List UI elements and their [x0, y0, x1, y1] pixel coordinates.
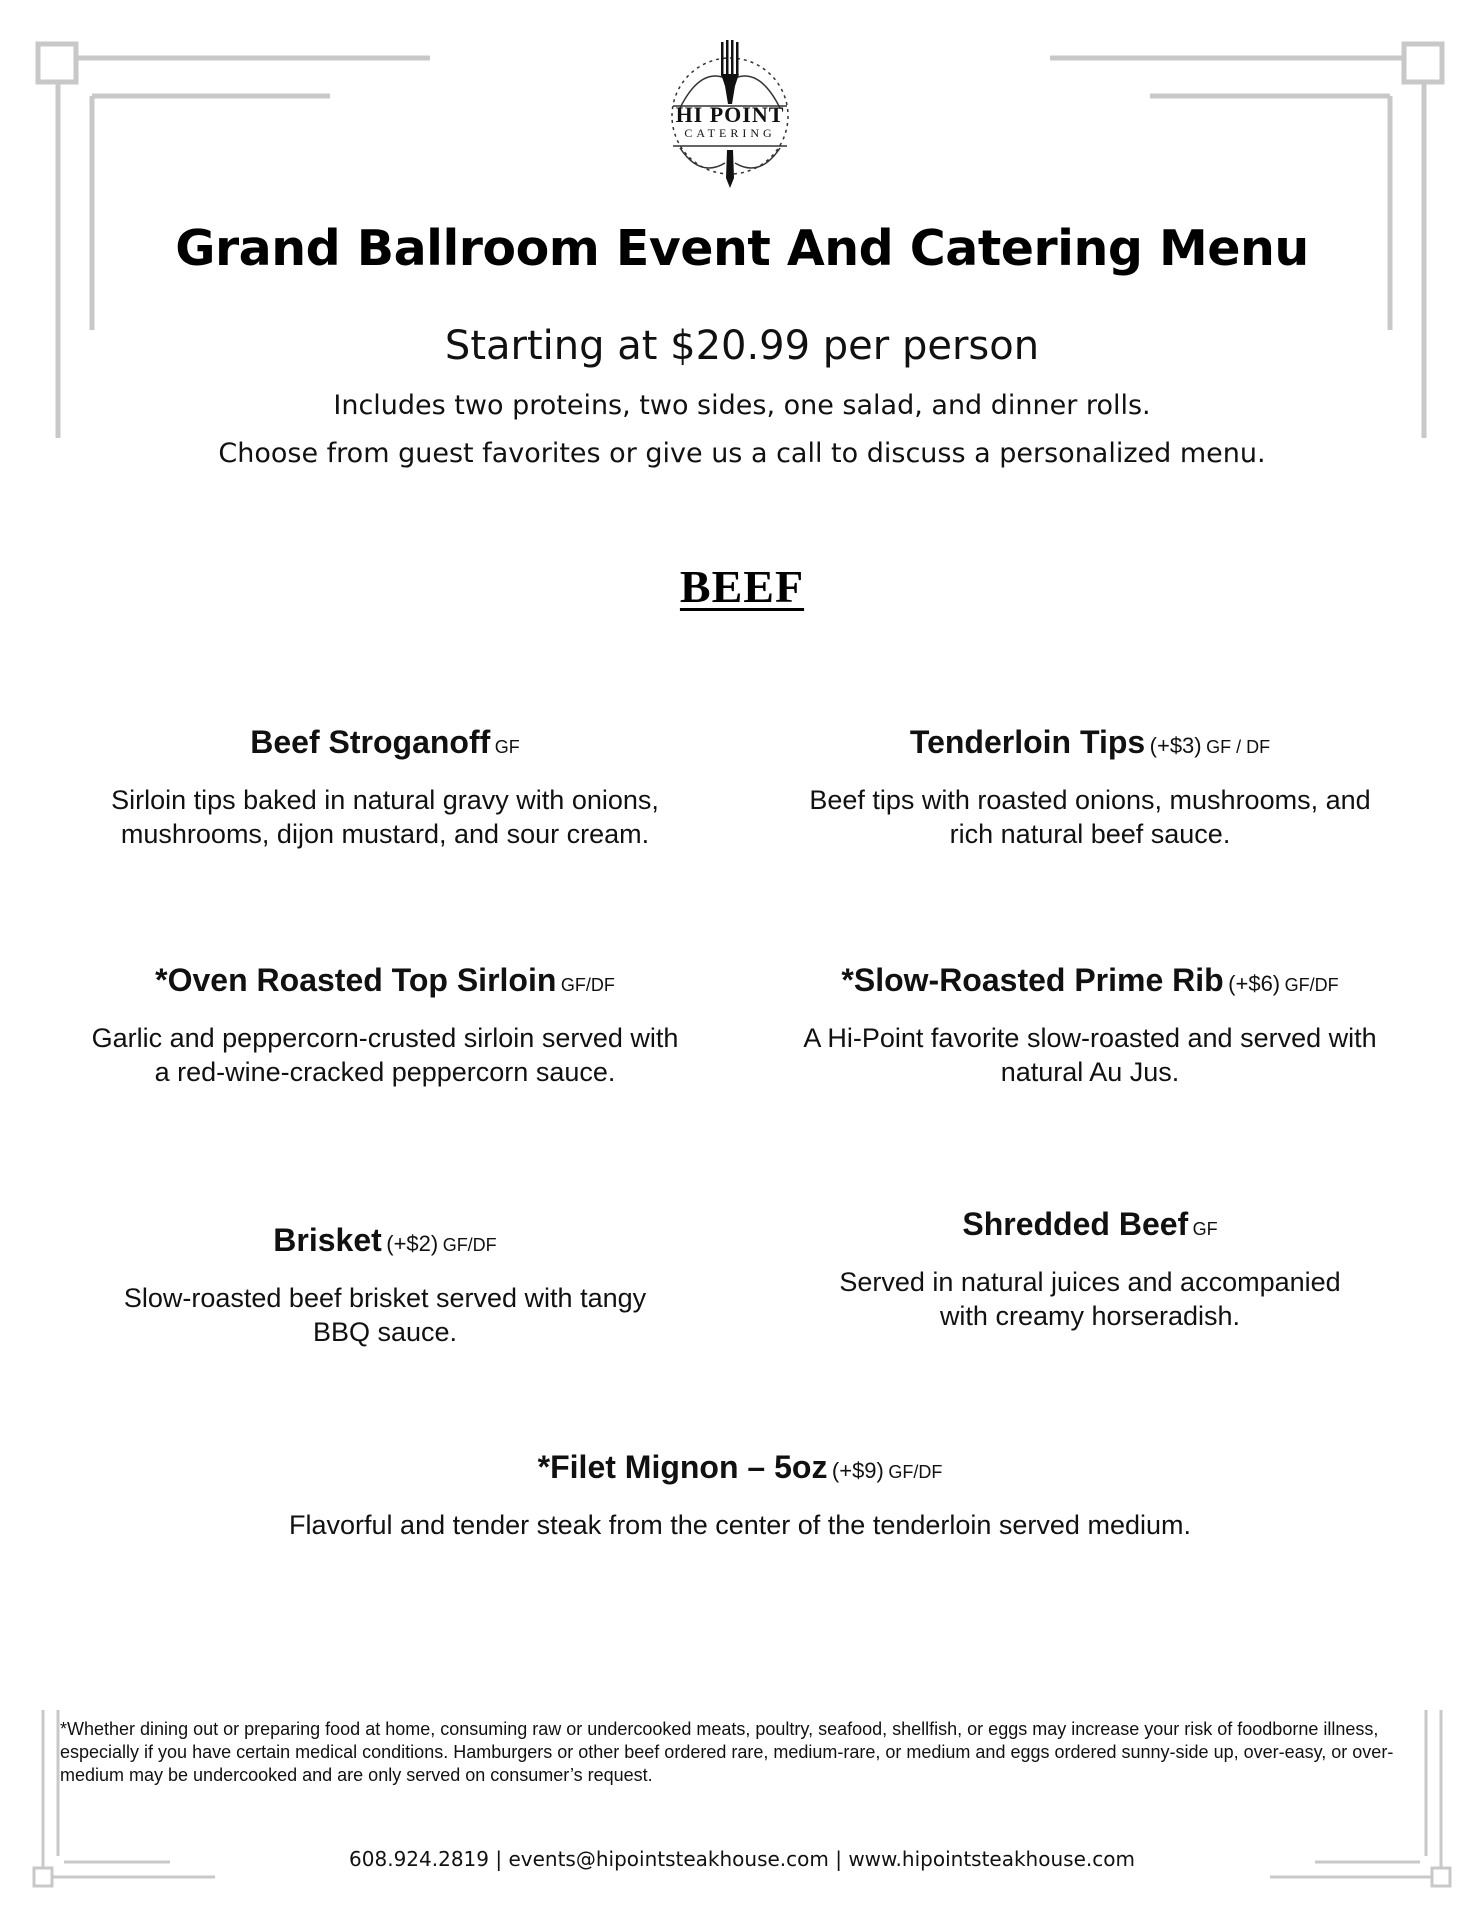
menu-item-title	[40, 1449, 1440, 1486]
menu-item-desc-line: Beef tips with roasted onions, mushrooms, and	[809, 785, 1371, 815]
food-safety-disclaimer: *Whether dining out or preparing food at home, consuming raw or undercooked meats, poultry, seafood, shellfish, or eggs may increase your risk of foodborne illness, especially if you have certain medical conditions. Hamburgers or other beef ordered rare, medium-rare, or medium and eggs ordered sunny-side up, over-easy, or over-medium may be undercooked and are only served on consumer’s request.	[60, 1719, 1394, 1785]
page-title: Grand Ballroom Event And Catering Menu	[175, 220, 1309, 277]
menu-item-description	[40, 1508, 1440, 1542]
menu-item-title	[740, 962, 1440, 999]
contact-info: 608.924.2819 | events@hipointsteakhouse.com | www.hipointsteakhouse.com	[349, 1847, 1135, 1871]
menu-item-description	[40, 783, 730, 851]
menu-item	[740, 1206, 1440, 1333]
menu-item-title	[740, 724, 1440, 761]
menu-item-name: Brisket	[273, 1222, 382, 1258]
menu-item-desc-line: Sirloin tips baked in natural gravy with onions,	[111, 785, 659, 815]
menu-item-description	[40, 1281, 730, 1349]
menu-item-tag: GF/DF	[442, 1235, 497, 1255]
menu-item-title	[40, 1222, 730, 1259]
menu-item-price: (+$9)	[831, 1458, 884, 1483]
menu-item-name: *Filet Mignon – 5oz	[537, 1449, 828, 1485]
menu-item	[40, 1449, 1440, 1542]
includes-text: Includes two proteins, two sides, one salad, and dinner rolls.	[333, 390, 1151, 421]
menu-item-description	[40, 1021, 730, 1089]
menu-item-tag: GF / DF	[1206, 737, 1271, 757]
logo-text-hi-point: HI POINT	[675, 102, 785, 127]
menu-item-tag: GF/DF	[560, 975, 615, 995]
menu-item-desc-line: Slow-roasted beef brisket served with tangy	[123, 1283, 647, 1313]
menu-item-desc-line: natural Au Jus.	[1000, 1057, 1180, 1087]
price-subtitle: Starting at $20.99 per person	[444, 323, 1040, 369]
menu-item-title	[40, 962, 730, 999]
section-heading	[0, 560, 1484, 613]
menu-item-desc-line: a red-wine-cracked peppercorn sauce.	[154, 1057, 616, 1087]
menu-item-desc-line: with creamy horseradish.	[939, 1301, 1241, 1331]
menu-item	[40, 1222, 730, 1349]
hi-point-catering-logo	[655, 38, 805, 193]
menu-item	[740, 962, 1440, 1089]
menu-item-desc-line: Flavorful and tender steak from the center of the tenderloin served medium.	[289, 1510, 1191, 1540]
menu-item-name: Tenderloin Tips	[909, 724, 1146, 760]
menu-item-price: (+$2)	[386, 1231, 439, 1256]
menu-item-price: (+$6)	[1228, 971, 1281, 996]
menu-item-name: Shredded Beef	[962, 1206, 1189, 1242]
menu-item-name: *Oven Roasted Top Sirloin	[155, 962, 557, 998]
menu-item-description	[740, 1021, 1440, 1089]
menu-item-description	[740, 783, 1440, 851]
menu-item-desc-line: Served in natural juices and accompanied	[839, 1267, 1341, 1297]
menu-item-tag: GF/DF	[1284, 975, 1339, 995]
menu-item-description	[740, 1265, 1440, 1333]
menu-item-title	[740, 1206, 1440, 1243]
menu-item-tag: GF/DF	[888, 1462, 943, 1482]
menu-item-desc-line: rich natural beef sauce.	[949, 819, 1231, 849]
menu-item-desc-line: mushrooms, dijon mustard, and sour cream.	[120, 819, 650, 849]
menu-item-desc-line: A Hi-Point favorite slow-roasted and served with	[803, 1023, 1377, 1053]
logo-text-catering: CATERING	[684, 126, 776, 140]
menu-item-desc-line: Garlic and peppercorn-crusted sirloin served with	[91, 1023, 679, 1053]
menu-item-tag: GF	[1192, 1219, 1218, 1239]
menu-item-price: (+$3)	[1149, 733, 1202, 758]
menu-item-name: *Slow-Roasted Prime Rib	[841, 962, 1224, 998]
choose-text: Choose from guest favorites or give us a call to discuss a personalized menu.	[218, 438, 1266, 469]
menu-item	[40, 724, 730, 851]
menu-item-tag: GF	[494, 737, 520, 757]
section-heading-text: BEEF	[679, 561, 805, 612]
menu-item	[740, 724, 1440, 851]
menu-item-name: Beef Stroganoff	[250, 724, 491, 760]
menu-item	[40, 962, 730, 1089]
menu-item-title	[40, 724, 730, 761]
menu-item-desc-line: BBQ sauce.	[312, 1317, 458, 1347]
